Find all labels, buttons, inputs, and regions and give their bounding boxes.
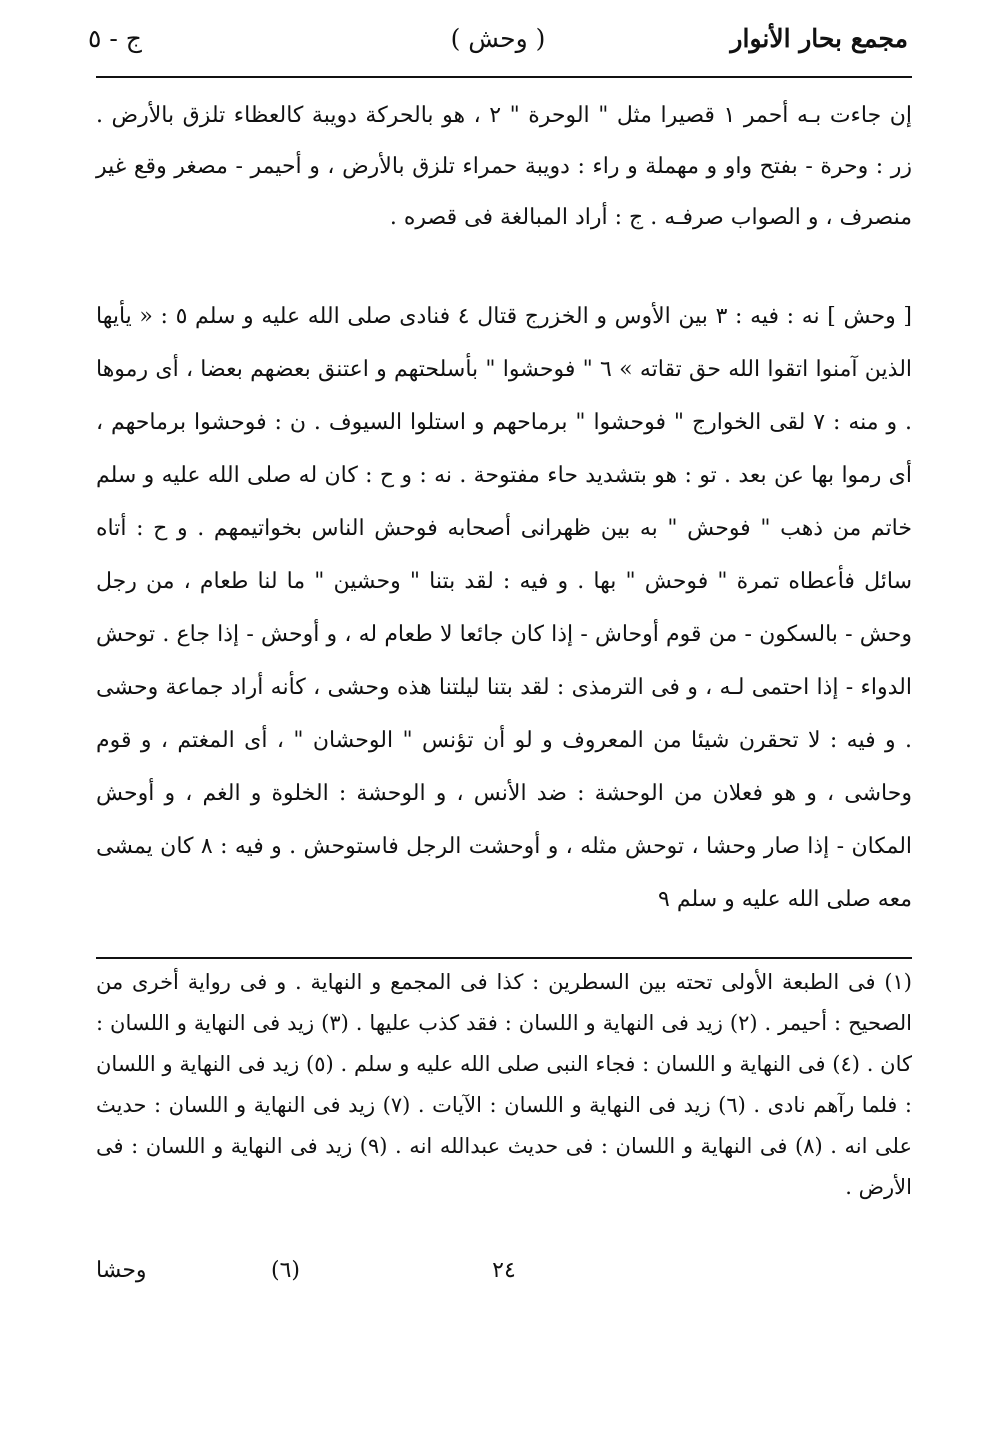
page-number: ٢٤ — [492, 1258, 516, 1283]
footnote-separator — [96, 957, 912, 959]
signature-number: (٦) — [271, 1258, 301, 1283]
catchword: وحشا — [96, 1258, 147, 1283]
volume-number: ج - ٥ — [88, 24, 142, 53]
book-title: مجمع بحار الأنوار — [730, 24, 908, 53]
entry-heading: ( وحش ) — [450, 24, 546, 53]
footnotes: (١) فى الطبعة الأولى تحته بين السطرين : كذا فى المجمع و النهاية . و فى رواية أخرى من الصحيح : أحيمر . (٢) زيد فى النهاية و اللسان : فقد كذب عليها . (٣) زيد فى النهاية و اللسان : كان . (٤) فى النهاية و اللسان : فجاء النبى صلى الله عليه و سلم . (٥) زيد فى النهاية و اللسان : فلما رآهم نادى . (٦) زيد فى النهاية و اللسان : الآيات . (٧) زيد فى النهاية و اللسان : حديث على انه . (٨) فى النهاية و اللسان : فى حديث عبدالله انه . (٩) زيد فى النهاية و اللسان : فى الأرض . — [96, 970, 912, 1199]
running-header — [88, 24, 908, 72]
body-paragraph-1: إن جاءت بـه أحمر ١ قصيرا مثل " الوحرة " ٢ ، هو بالحركة دويبة كالعظاء تلزق بالأرض . زر : وحرة - بفتح واو و مهملة و راء : دويبة حمراء تلزق بالأرض ، و أحيمر - مصغر وقع غير منصرف ، و الصواب صرفـه . ج : أراد المبالغة فى قصره . — [96, 103, 912, 230]
page-footer — [96, 1258, 912, 1298]
header-rule — [96, 76, 912, 78]
body-paragraph-2: [ وحش ] نه : فيه : ٣ بين الأوس و الخزرج قتال ٤ فنادى صلى الله عليه و سلم ٥ : « يأيها الذين آمنوا اتقوا الله حق تقاته » ٦ " فوحشوا " بأسلحتهم و اعتنق بعضهم بعضا ، أى رموها . و منه : ٧ لقى الخوارج " فوحشوا " برماحهم و استلوا السيوف . ن : فوحشوا برماحهم ، أى رموا بها عن بعد . تو : هو بتشديد حاء مفتوحة . نه : و ح : كان له صلى الله عليه و سلم خاتم من ذهب " فوحش " به بين ظهرانى أصحابه فوحش الناس بخواتيمهم . و ح : أتاه سائل فأعطاه تمرة " فوحش " بها . و فيه : لقد بتنا " وحشين " ما لنا طعام ، من رجل وحش - بالسكون - من قوم أوحاش - إذا كان جائعا لا طعام له ، و أوحش - إذا جاع . توحش الدواء - إذا احتمى لـه ، و فى الترمذى : لقد بتنا ليلتنا هذه وحشى ، كأنه أراد جماعة وحشى . و فيه : لا تحقرن شيئا من المعروف و لو أن تؤنس " الوحشان " ، أى المغتم ، و قوم وحاشى ، و هو فعلان من الوحشة : ضد الأنس ، و الوحشة : الخلوة و الغم ، و أوحش المكان - إذا صار وحشا ، توحش مثله ، و أوحشت الرجل فاستوحش . و فيه : ٨ كان يمشى معه صلى الله عليه و سلم ٩ — [96, 304, 913, 912]
